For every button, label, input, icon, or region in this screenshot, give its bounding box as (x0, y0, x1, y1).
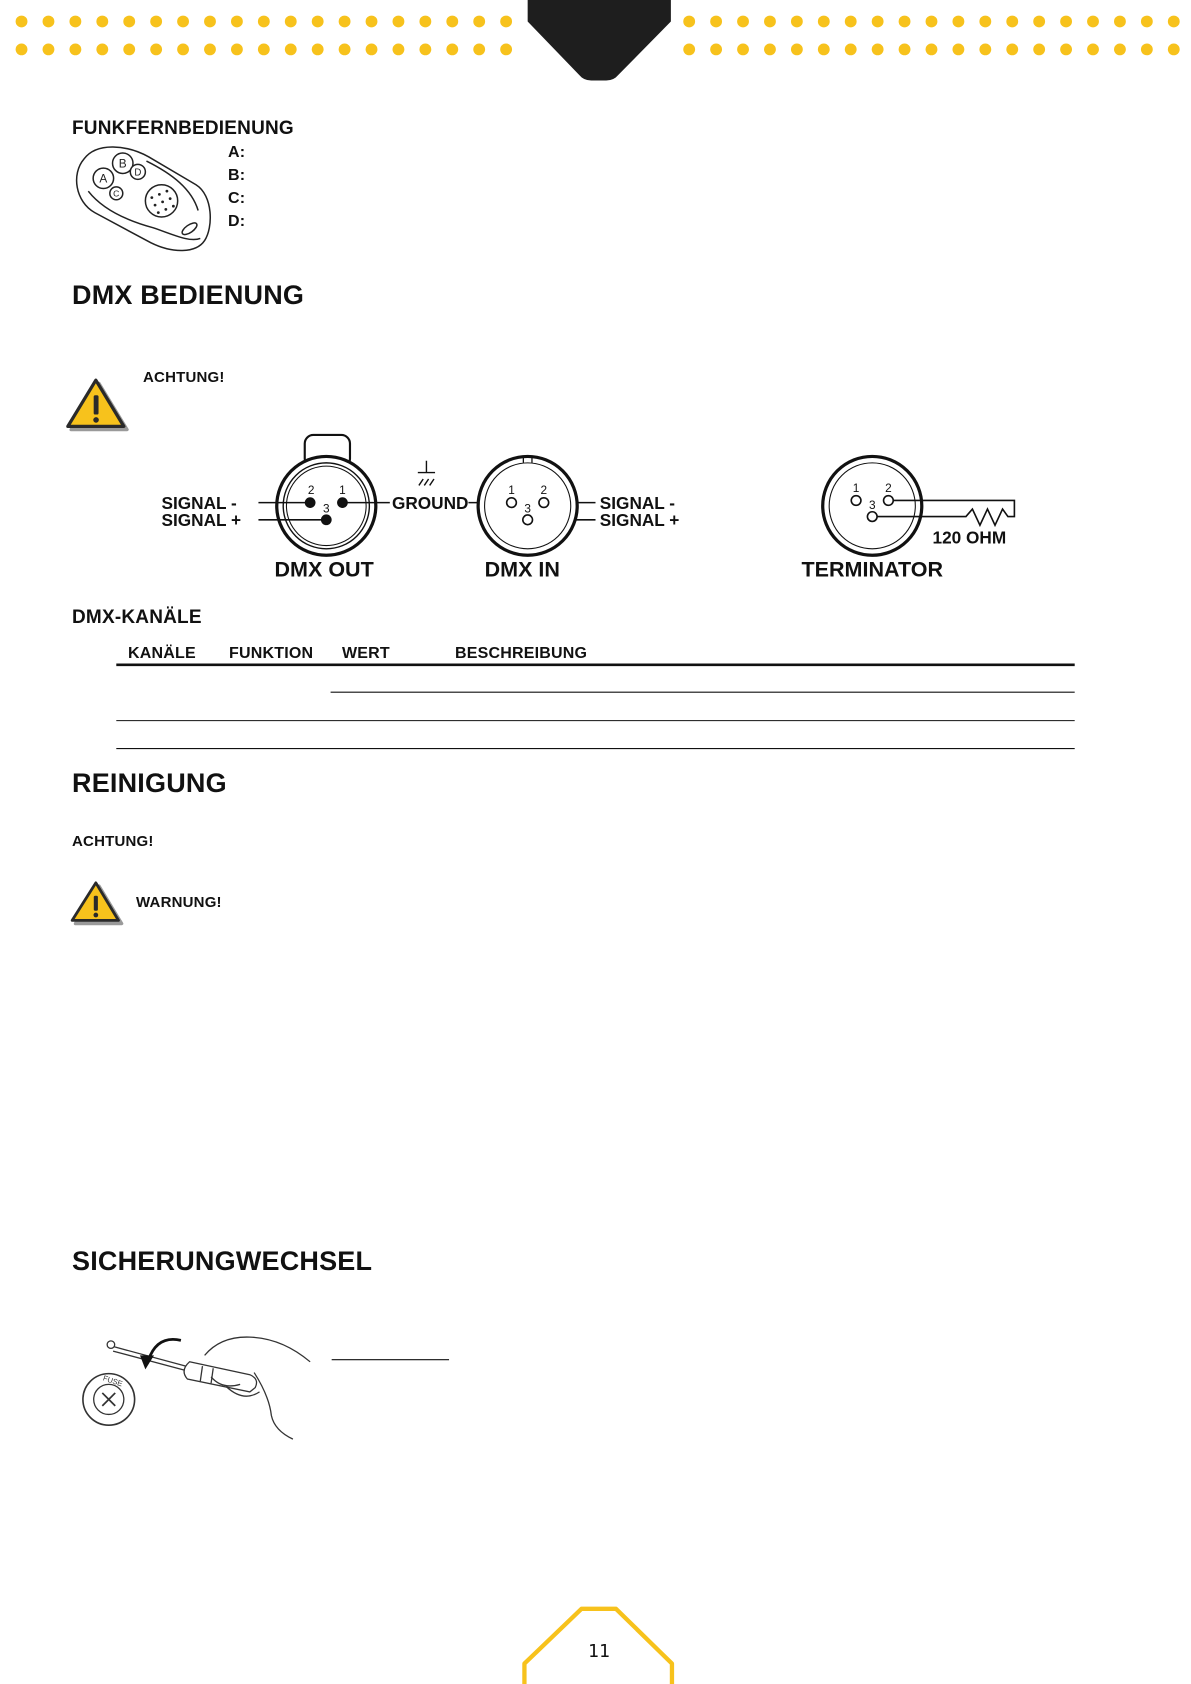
decor-dot (177, 43, 189, 55)
decor-dot (339, 43, 351, 55)
decor-dot (231, 43, 243, 55)
decor-dot (473, 43, 485, 55)
cleaning-caution-label: ACHTUNG! (72, 833, 154, 850)
decor-dot (16, 16, 28, 28)
decor-dot (1060, 43, 1072, 55)
decor-dot (393, 43, 405, 55)
column-header-function: FUNKTION (229, 645, 314, 662)
decor-dot (123, 43, 135, 55)
decor-dot (764, 16, 776, 28)
cleaning-title: REINIGUNG (72, 768, 227, 798)
dmx-in-pin-3-label: 3 (524, 501, 531, 516)
decor-dot (872, 43, 884, 55)
rotation-arrow-icon (149, 1339, 181, 1359)
decor-dot (710, 43, 722, 55)
decor-dot (96, 16, 108, 28)
column-header-value: WERT (342, 645, 390, 662)
screwdriver-handle (184, 1362, 256, 1392)
decor-dot (312, 16, 324, 28)
fuse-replacement-illustration (83, 1337, 310, 1439)
decor-dot (177, 16, 189, 28)
decor-dot (683, 43, 695, 55)
decor-dot (1141, 43, 1153, 55)
decor-dot (1060, 16, 1072, 28)
decor-dot (899, 43, 911, 55)
terminator-pin-1-label: 1 (852, 480, 860, 495)
terminator-pin-3-label: 3 (868, 498, 876, 513)
decor-dot (1006, 16, 1018, 28)
decor-dot (926, 16, 938, 28)
decor-dot (1168, 16, 1180, 28)
decor-dot (150, 16, 162, 28)
dmx-out-connector (277, 435, 376, 555)
hand-outline (205, 1337, 311, 1439)
remote-button-c-label: C (113, 188, 120, 199)
decor-dot (872, 16, 884, 28)
remote-button-a-label: A (99, 171, 108, 186)
remote-key-b: B: (228, 167, 246, 184)
dmx-out-label: DMX OUT (274, 557, 374, 582)
ground-symbol-icon (418, 461, 435, 486)
decor-dot (764, 43, 776, 55)
decor-dot (285, 16, 297, 28)
decor-dot (285, 43, 297, 55)
decor-dot (737, 43, 749, 55)
remote-control-illustration (77, 147, 211, 251)
decor-dot (845, 43, 857, 55)
decor-dot (818, 43, 830, 55)
decor-dot (1033, 43, 1045, 55)
decor-dot (419, 43, 431, 55)
decor-dot (979, 16, 991, 28)
dmx-caution-label: ACHTUNG! (143, 369, 225, 386)
decor-dot (43, 16, 55, 28)
dmx-operation-title: DMX BEDIENUNG (72, 280, 305, 310)
decor-dot (683, 16, 695, 28)
decor-dot (419, 16, 431, 28)
terminator-label: TERMINATOR (801, 557, 944, 582)
ground-label: GROUND (391, 493, 469, 514)
dmx-channels-title: DMX-KANÄLE (72, 607, 202, 628)
dmx-out-pin-1-label: 1 (339, 483, 346, 498)
decor-dot (1141, 16, 1153, 28)
decor-dot (845, 16, 857, 28)
decor-dot (258, 16, 270, 28)
decor-dot (500, 16, 512, 28)
dmx-out-signal-plus-label: SIGNAL + (161, 510, 242, 531)
remote-key-d: D: (228, 213, 246, 230)
remote-section-title: FUNKFERNBEDIENUNG (72, 118, 294, 139)
remote-button-b-label: B (118, 156, 127, 171)
decor-dot (446, 43, 458, 55)
decor-dot (710, 16, 722, 28)
header-tab-shape (528, 0, 671, 81)
decor-dot (1087, 16, 1099, 28)
dmx-in-pin-2-label: 2 (540, 483, 548, 498)
decor-dot (1033, 16, 1045, 28)
dmx-channel-table-rules (116, 665, 1074, 749)
decor-dot (818, 16, 830, 28)
decor-dot (1114, 43, 1126, 55)
decor-dot (312, 43, 324, 55)
decor-dot (926, 43, 938, 55)
warning-triangle-icon (68, 380, 127, 429)
decor-dot (473, 16, 485, 28)
dmx-in-signal-plus-label: SIGNAL + (599, 510, 680, 531)
decor-dot (204, 43, 216, 55)
terminator-pin-2-label: 2 (885, 480, 892, 495)
decor-dot (979, 43, 991, 55)
decor-dot (204, 16, 216, 28)
decor-dot (1114, 16, 1126, 28)
decor-dot (96, 43, 108, 55)
decor-dot (43, 43, 55, 55)
decor-dot (1087, 43, 1099, 55)
fuse-change-title: SICHERUNGWECHSEL (72, 1246, 373, 1276)
decor-dot (791, 16, 803, 28)
decor-dot (737, 16, 749, 28)
decor-dot (791, 43, 803, 55)
dmx-out-pin-3-label: 3 (322, 501, 330, 516)
screwdriver-tip (107, 1341, 115, 1349)
dmx-wiring-diagram (162, 435, 1015, 582)
dmx-out-signal-minus-label: SIGNAL - (161, 493, 237, 514)
decor-dot (1168, 43, 1180, 55)
dmx-in-pin-1-label: 1 (508, 483, 515, 498)
decor-dot (231, 16, 243, 28)
decor-dot (446, 16, 458, 28)
decor-dot (150, 43, 162, 55)
dmx-in-signal-minus-label: SIGNAL - (599, 493, 676, 514)
decor-dot (69, 16, 81, 28)
decor-dot (899, 16, 911, 28)
remote-key-a: A: (228, 144, 246, 161)
decor-dot (339, 16, 351, 28)
dmx-in-label: DMX IN (484, 557, 560, 582)
decor-dot (123, 16, 135, 28)
dmx-out-pin-2-label: 2 (307, 483, 315, 498)
page-number: 11 (587, 1641, 611, 1662)
decor-dot (366, 16, 378, 28)
decor-dot (1006, 43, 1018, 55)
warning-triangle-icon (72, 883, 122, 924)
decor-dot (366, 43, 378, 55)
cleaning-warning-label: WARNUNG! (136, 894, 222, 911)
remote-key-c: C: (228, 190, 246, 207)
decor-dot (500, 43, 512, 55)
decor-dot (393, 16, 405, 28)
decor-dot (952, 43, 964, 55)
fuse-holder-label: FUSE (101, 1373, 124, 1389)
remote-body (77, 147, 211, 251)
resistor-value-label: 120 OHM (932, 527, 1007, 548)
decor-dot (952, 16, 964, 28)
decor-dot (16, 43, 28, 55)
decor-dot (69, 43, 81, 55)
column-header-channels: KANÄLE (128, 645, 196, 662)
remote-button-d-label: D (134, 167, 142, 179)
decor-dot (258, 43, 270, 55)
column-header-description: BESCHREIBUNG (455, 645, 588, 662)
